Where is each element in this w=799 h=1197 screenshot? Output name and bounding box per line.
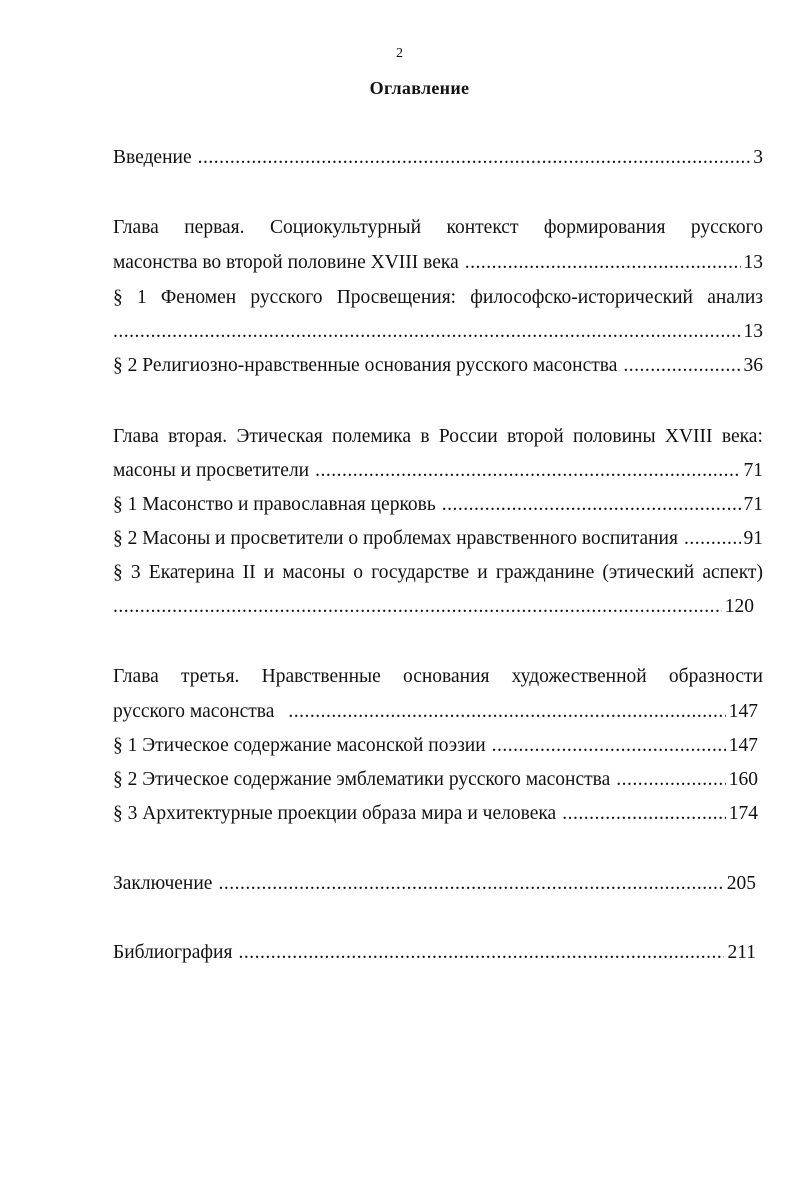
dot-leader [562, 802, 726, 826]
word: Феномен [160, 287, 237, 308]
dot-leader [616, 768, 726, 792]
toc-page-number: 13 [743, 252, 763, 273]
toc-page-number: 36 [743, 355, 763, 376]
word: гражданине [495, 562, 595, 583]
dot-leader [198, 146, 751, 170]
word: в [420, 426, 430, 447]
toc-chapter-1-section-1-line2 [113, 320, 763, 344]
dot-leader [465, 251, 741, 275]
word: России [438, 426, 498, 447]
toc-chapter-2-heading [113, 425, 763, 449]
toc-chapter-2-section-3-line2 [113, 595, 754, 619]
toc-chapter-1-line2 [113, 251, 763, 275]
toc-chapter-1-heading [113, 216, 763, 240]
word: масоны [282, 562, 346, 583]
word: государстве [371, 562, 470, 583]
word: века: [721, 426, 763, 447]
toc-chapter-2-section-3 [113, 561, 763, 585]
toc-entry-text: Библиография [113, 942, 233, 963]
dot-leader [238, 941, 724, 965]
word: первая. [184, 217, 245, 238]
toc-page-number: 205 [726, 873, 756, 894]
toc-chapter-2-section-2 [113, 527, 763, 551]
toc-page-number: 71 [743, 494, 763, 515]
word: о [353, 562, 364, 583]
toc-chapter-3-section-1 [113, 734, 758, 758]
word: аспект) [702, 562, 763, 583]
word: основания [402, 666, 490, 687]
toc-chapter-3-line2 [113, 700, 758, 724]
dot-leader [113, 595, 722, 619]
toc-chapter-3-heading [113, 665, 763, 689]
word: и [477, 562, 488, 583]
toc-page-number: 211 [727, 942, 756, 963]
toc-entry-bibliography [113, 941, 756, 965]
toc-page-number: 147 [728, 701, 758, 722]
toc-page-number: 160 [728, 769, 758, 790]
word: Просвещения: [336, 287, 457, 308]
word: контекст [446, 217, 519, 238]
toc-page-number: 13 [743, 321, 763, 342]
toc-chapter-1-section-2 [113, 354, 763, 378]
toc-entry-text: масонства во второй половине XVIII века [113, 252, 459, 273]
word: Нравственные [261, 666, 381, 687]
toc-chapter-3-section-3 [113, 802, 758, 826]
toc-entry-text: § 2 Религиозно-нравственные основания русского масонства [113, 355, 618, 376]
word: 1 [136, 287, 147, 308]
word: Этическая [236, 426, 323, 447]
word: II [242, 562, 256, 583]
page-title: Оглавление [369, 78, 470, 98]
dot-leader [684, 527, 741, 551]
toc-page-number: 71 [743, 460, 763, 481]
dot-leader [315, 459, 740, 483]
toc-entry-text: § 1 Этическое содержание масонской поэзии [113, 735, 486, 756]
toc-page-number: 120 [724, 596, 754, 617]
toc-page-number: 147 [728, 735, 758, 756]
word: русского [250, 287, 323, 308]
toc-entry-text: Заключение [113, 873, 213, 894]
dot-leader [218, 872, 723, 896]
toc-page-number: 91 [743, 528, 763, 549]
word: анализ [707, 287, 763, 308]
word: Глава [113, 666, 159, 687]
word: Глава [113, 426, 159, 447]
word: русского [690, 217, 763, 238]
page-number: 2 [396, 46, 403, 61]
toc-chapter-2-line2 [113, 459, 763, 483]
word: философско-исторический [470, 287, 693, 308]
word: 3 [130, 562, 141, 583]
word: Глава [113, 217, 159, 238]
word: художественной [511, 666, 647, 687]
word: Социокультурный [269, 217, 422, 238]
toc-entry-text: масоны и просветители [113, 460, 310, 481]
toc-entry-text: § 2 Масоны и просветители о проблемах нравственного воспитания [113, 528, 678, 549]
dot-leader [288, 700, 725, 724]
word: вторая. [168, 426, 228, 447]
toc-entry-text: § 3 Архитектурные проекции образа мира и человека [113, 803, 557, 824]
word: (этический [602, 562, 695, 583]
word: XVIII [664, 426, 713, 447]
toc-chapter-3-section-2 [113, 768, 758, 792]
word: половины [572, 426, 656, 447]
word: Екатерина [148, 562, 235, 583]
toc-entry-text: § 2 Этическое содержание эмблематики русского масонства [113, 769, 611, 790]
toc-chapter-1-section-1 [113, 286, 763, 310]
word: и [263, 562, 275, 583]
toc-page-number: 174 [728, 803, 758, 824]
word: формирования [543, 217, 666, 238]
toc-page-number: 3 [753, 147, 763, 168]
word: § [113, 562, 123, 583]
word: полемика [332, 426, 411, 447]
toc-entry-text: русского масонства [113, 701, 275, 722]
dot-leader [113, 320, 741, 344]
toc-entry-intro [113, 146, 763, 170]
toc-chapter-2-section-1 [113, 493, 763, 517]
word: § [113, 287, 123, 308]
word: образности [668, 666, 763, 687]
dot-leader [623, 354, 740, 378]
dot-leader [442, 493, 741, 517]
word: третья. [181, 666, 240, 687]
toc-entry-conclusion [113, 872, 756, 896]
word: второй [506, 426, 564, 447]
toc-entry-text: § 1 Масонство и православная церковь [113, 494, 436, 515]
toc-entry-text: Введение [113, 147, 192, 168]
dot-leader [492, 734, 726, 758]
